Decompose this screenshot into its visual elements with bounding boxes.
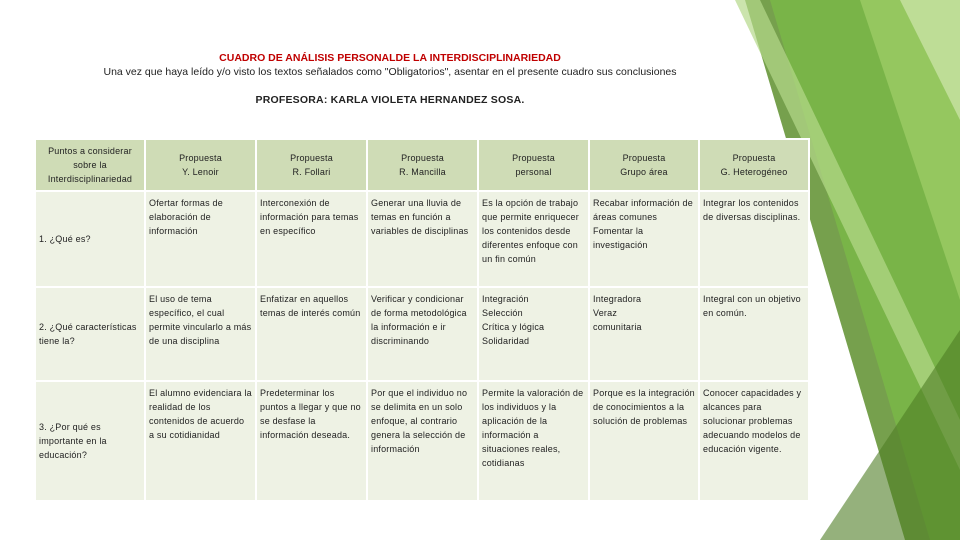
column-header: Propuesta R. Follari <box>256 139 367 191</box>
table-cell: Integración Selección Crítica y lógica Solidaridad <box>478 287 589 381</box>
table-row <box>35 381 809 501</box>
table-cell: Porque es la integración de conocimientos a la solución de problemas <box>589 381 699 501</box>
table-cell: Recabar información de áreas comunes Fomentar la investigación <box>589 191 699 287</box>
table-row <box>35 287 809 381</box>
table-cell: Conocer capacidades y alcances para solucionar problemas adecuando modelos de educación vigente. <box>699 381 809 501</box>
question-cell: 1. ¿Qué es? <box>35 191 145 287</box>
column-header: Propuesta Y. Lenoir <box>145 139 256 191</box>
question-cell: 2. ¿Qué características tiene la? <box>35 287 145 381</box>
table-cell: Por que el individuo no se delimita en un solo enfoque, al contrario genera la selección de información <box>367 381 478 501</box>
table-row <box>35 191 809 287</box>
column-header: Propuesta G. Heterogéneo <box>699 139 809 191</box>
table-cell: Predeterminar los puntos a llegar y que no se desfase la información deseada. <box>256 381 367 501</box>
table-header-row <box>35 139 809 191</box>
teacher-name: PROFESORA: KARLA VIOLETA HERNANDEZ SOSA. <box>255 94 525 106</box>
table-cell: Generar una lluvia de temas en función a variables de disciplinas <box>367 191 478 287</box>
table-cell: Permite la valoración de los individuos y la aplicación de la información a situaciones reales, cotidianas <box>478 381 589 501</box>
column-header: Propuesta personal <box>478 139 589 191</box>
table-cell: Verificar y condicionar de forma metodológica la información e ir discriminando <box>367 287 478 381</box>
table-cell: Ofertar formas de elaboración de información <box>145 191 256 287</box>
table-cell: Interconexión de información para temas en específico <box>256 191 367 287</box>
table-cell: El alumno evidenciara la realidad de los contenidos de acuerdo a su cotidianidad <box>145 381 256 501</box>
table-cell: El uso de tema específico, el cual permite vincularlo a más de una disciplina <box>145 287 256 381</box>
column-header: Puntos a considerar sobre la Interdisciplinariedad <box>35 139 145 191</box>
table-cell: Integradora Veraz comunitaria <box>589 287 699 381</box>
analysis-table <box>34 138 810 502</box>
page-subtitle: Una vez que haya leído y/o visto los textos señalados como "Obligatorios", asentar en el presente cuadro sus conclusiones <box>103 66 677 78</box>
table-cell: Integral con un objetivo en común. <box>699 287 809 381</box>
column-header: Propuesta R. Mancilla <box>367 139 478 191</box>
table-cell: Es la opción de trabajo que permite enriquecer los contenidos desde diferentes enfoque con un fin común <box>478 191 589 287</box>
question-cell: 3. ¿Por qué es importante en la educación? <box>35 381 145 501</box>
table-cell: Enfatizar en aquellos temas de interés común <box>256 287 367 381</box>
column-header: Propuesta Grupo área <box>589 139 699 191</box>
page-title: CUADRO DE ANÁLISIS PERSONALDE LA INTERDISCIPLINARIEDAD <box>219 52 561 64</box>
table-cell: Integrar los contenidos de diversas disciplinas. <box>699 191 809 287</box>
